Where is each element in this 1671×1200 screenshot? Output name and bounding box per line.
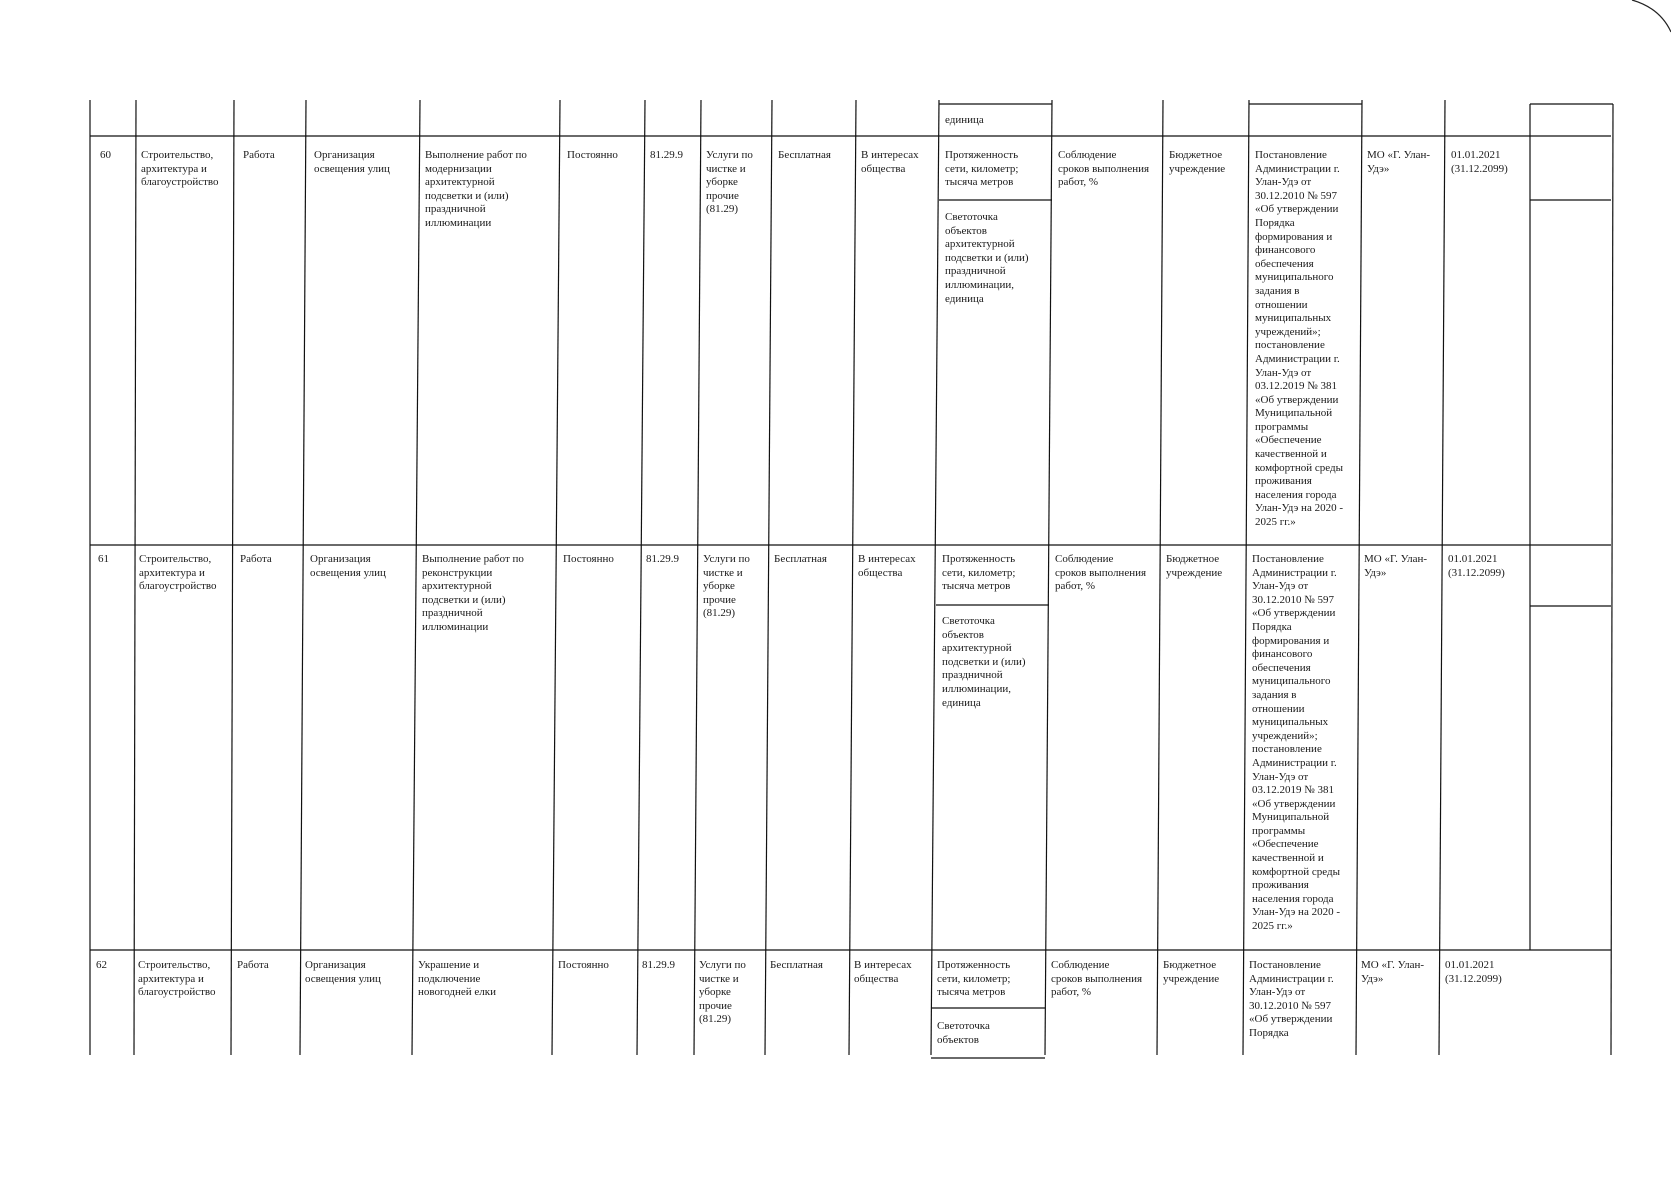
row-number: 61: [98, 553, 109, 565]
institution-type-cell: Бюджетное учреждение: [1166, 553, 1223, 579]
content-cell: Выполнение работ по модернизации архитектурной подсветки и (или) праздничной иллюминации: [425, 149, 527, 229]
institution-type-cell: Бюджетное учреждение: [1163, 959, 1220, 985]
quality-indicator-cell: Соблюдение сроков выполнения работ, %: [1051, 959, 1143, 999]
sphere-cell: Строительство, архитектура и благоустройство: [139, 553, 217, 593]
sphere-cell: Строительство, архитектура и благоустройство: [138, 959, 216, 999]
legal-basis-cell: Постановление Администрации г. Улан-Удэ от 30.12.2010 № 597 «Об утверждении Порядка формирования и финансового обеспечения муниципального задания в отношении муниципальных учреждений»; постановление Администрации г. Улан-Удэ от 03.12.2019 № 381 «Об утверждении Муниципальной программы «Обеспечение качественной и комфортной среды проживания населения города Улан-Удэ на 2020 - 2025 гг.»: [1255, 149, 1343, 529]
condition-cell: Постоянно: [563, 553, 614, 565]
consumers-cell: В интересах общества: [858, 553, 916, 579]
quality-indicator-cell: Соблюдение сроков выполнения работ, %: [1055, 553, 1147, 593]
dates-cell: 01.01.2021 (31.12.2099): [1445, 959, 1502, 985]
quality-indicator-cell: Соблюдение сроков выполнения работ, %: [1058, 149, 1150, 189]
legal-basis-cell: Постановление Администрации г. Улан-Удэ от 30.12.2010 № 597 «Об утверждении Порядка: [1249, 959, 1334, 1039]
volume-indicator-cell: Светоточка объектов: [937, 1020, 990, 1046]
code-cell: 81.29.9: [642, 959, 675, 971]
volume-indicator-cell: Светоточка объектов архитектурной подсветки и (или) праздничной иллюминации, единица: [945, 211, 1029, 305]
name-cell: Организация освещения улиц: [314, 149, 390, 175]
okved-cell: Услуги по чистке и уборке прочие (81.29): [706, 149, 753, 216]
dates-cell: 01.01.2021 (31.12.2099): [1448, 553, 1505, 579]
dates-cell: 01.01.2021 (31.12.2099): [1451, 149, 1508, 175]
volume-indicator-cell: Светоточка объектов архитектурной подсветки и (или) праздничной иллюминации, единица: [942, 615, 1026, 709]
volume-indicator-cell: Протяженность сети, километр; тысяча метров: [945, 149, 1019, 189]
condition-cell: Постоянно: [567, 149, 618, 161]
volume-indicator-cell: Протяженность сети, километр; тысяча метров: [942, 553, 1016, 593]
indicator-unit-fragment: единица: [945, 114, 984, 126]
content-cell: Выполнение работ по реконструкции архитектурной подсветки и (или) праздничной иллюминации: [422, 553, 524, 633]
consumers-cell: В интересах общества: [861, 149, 919, 175]
okved-cell: Услуги по чистке и уборке прочие (81.29): [699, 959, 746, 1026]
institution-type-cell: Бюджетное учреждение: [1169, 149, 1226, 175]
owner-cell: МО «Г. Улан- Удэ»: [1367, 149, 1431, 175]
condition-cell: Постоянно: [558, 959, 609, 971]
payment-cell: Бесплатная: [778, 149, 831, 161]
volume-indicator-cell: Протяженность сети, километр; тысяча метров: [937, 959, 1011, 999]
kind-cell: Работа: [243, 149, 275, 161]
name-cell: Организация освещения улиц: [310, 553, 386, 579]
content-cell: Украшение и подключение новогодней елки: [418, 959, 497, 999]
kind-cell: Работа: [237, 959, 269, 971]
row-number: 62: [96, 959, 107, 971]
payment-cell: Бесплатная: [770, 959, 823, 971]
payment-cell: Бесплатная: [774, 553, 827, 565]
code-cell: 81.29.9: [646, 553, 679, 565]
name-cell: Организация освещения улиц: [305, 959, 381, 985]
owner-cell: МО «Г. Улан- Удэ»: [1361, 959, 1425, 985]
legal-basis-cell: Постановление Администрации г. Улан-Удэ от 30.12.2010 № 597 «Об утверждении Порядка формирования и финансового обеспечения муниципального задания в отношении муниципальных учреждений»; постановление Администрации г. Улан-Удэ от 03.12.2019 № 381 «Об утверждении Муниципальной программы «Обеспечение качественной и комфортной среды проживания населения города Улан-Удэ на 2020 - 2025 гг.»: [1252, 553, 1340, 933]
consumers-cell: В интересах общества: [854, 959, 912, 985]
row-number: 60: [100, 149, 111, 161]
code-cell: 81.29.9: [650, 149, 683, 161]
okved-cell: Услуги по чистке и уборке прочие (81.29): [703, 553, 750, 620]
sphere-cell: Строительство, архитектура и благоустройство: [141, 149, 219, 189]
kind-cell: Работа: [240, 553, 272, 565]
owner-cell: МО «Г. Улан- Удэ»: [1364, 553, 1428, 579]
